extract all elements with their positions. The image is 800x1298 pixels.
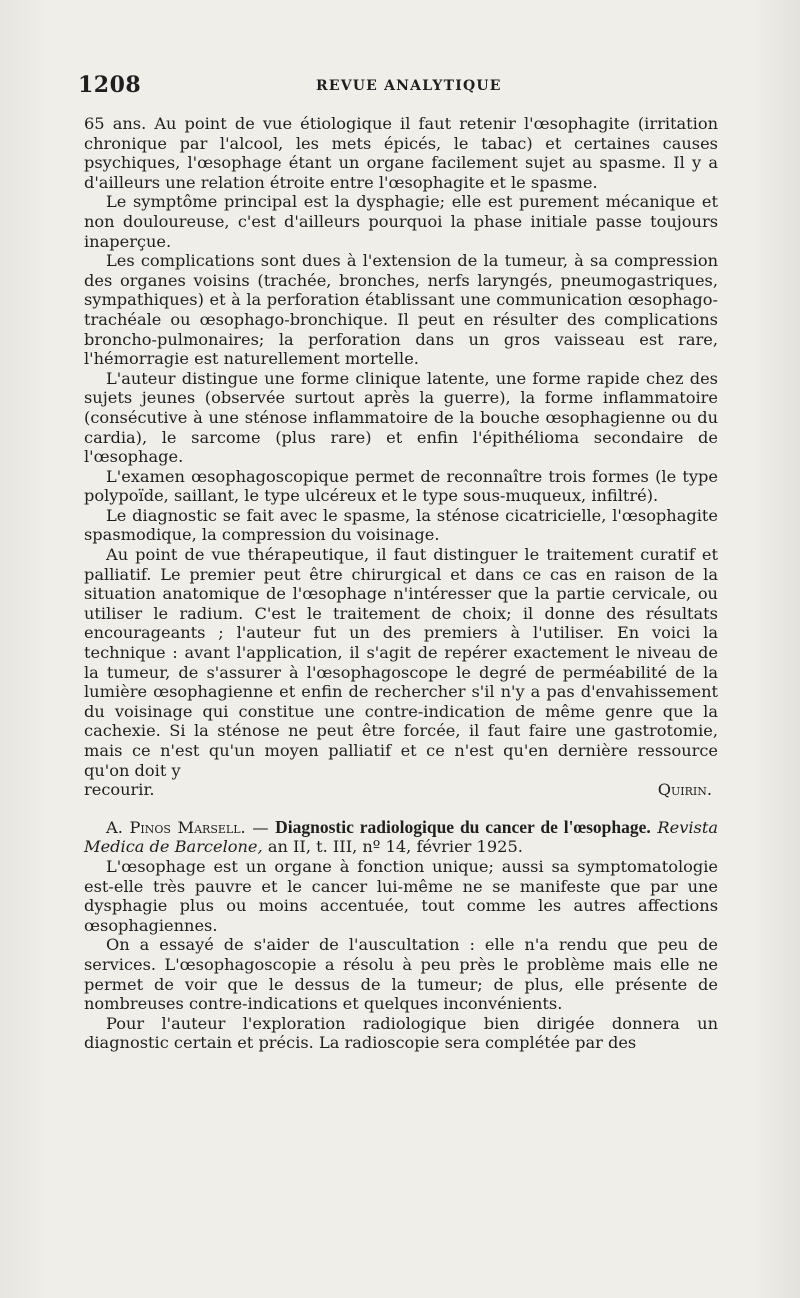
running-head: REVUE ANALYTIQUE — [316, 78, 502, 94]
citation: an II, t. III, nº 14, février 1925. — [267, 837, 523, 857]
review-heading — [84, 818, 718, 857]
paragraph: Les complications sont dues à l'extension de la tumeur, à sa compression des organes voisins (trachée, bronches, nerfs laryngés, pneumogastriques, sympathiques) et à la perforation établissant une communication œsophago-trachéale ou œsophago-bronchique. Il peut en résulter des complications broncho-pulmonaires; la perforation dans un gros vaisseau est rare, l'hémorragie est naturellement mortelle. — [84, 251, 718, 369]
author-initial: A. — [106, 817, 123, 837]
closing-text: recourir. — [84, 780, 155, 800]
closing-line — [84, 780, 718, 800]
paragraph: L'auteur distingue une forme clinique latente, une forme rapide chez des sujets jeunes (observée surtout après la guerre), la forme inflammatoire (consécutive à une sténose inflammatoire de la bouche œsophagienne ou du cardia), le sarcome (plus rare) et enfin l'épithélioma secondaire de l'œsophage. — [84, 368, 718, 467]
journal-name: Revista Medica de Barcelone, — [84, 817, 718, 857]
paragraph: 65 ans. Au point de vue étiologique il faut retenir l'œsophagite (irritation chronique par l'alcool, les mets épicés, le tabac) et certaines causes psychiques, l'œsophage étant un organe facilement sujet au spasme. Il y a d'ailleurs une relation étroite entre l'œsophagite et le spasme. — [84, 114, 718, 192]
paragraph: L'examen œsophagoscopique permet de reconnaître trois formes (le type polypoïde, saillant, le type ulcéreux et le type sous-muqueux, infiltré). — [84, 466, 718, 506]
article-title: Diagnostic radiologique du cancer de l'œsophage. — [275, 816, 651, 837]
paragraph: On a essayé de s'aider de l'auscultation : elle n'a rendu que peu de services. L'œsophagoscopie a résolu à peu près le problème mais elle ne permet de voir que le dessus de la tumeur; de plus, elle présente de nombreuses contre-indications et quelques inconvénients. — [84, 935, 718, 1014]
paragraph: Au point de vue thérapeutique, il faut distinguer le traitement curatif et palliatif. Le premier peut être chirurgical et dans ce cas en raison de la situation anatomique de l'œsophage n'intéresser que la partie cervicale, ou utiliser le radium. C'est le traitement de choix; il donne des résultats encourageants ; l'auteur fut un des premiers à l'utiliser. En voici la technique : avant l'application, il s'agit de repérer exactement le niveau de la tumeur, de s'assurer à l'œsophagoscope le degré de perméabilité de la lumière œsophagienne et enfin de rechercher s'il n'y a pas d'envahissement du voisinage qui constitue une contre-indication de même genre que la cachexie. Si la sténose ne peut être forcée, il faut faire une gastrotomie, mais ce n'est qu'un moyen palliatif et ce n'est qu'en dernière ressource qu'on doit y — [84, 545, 718, 780]
paragraph: L'œsophage est un organe à fonction unique; aussi sa symptomatologie est-elle très pauvre et le cancer lui-même ne se manifeste que par une dysphagie plus ou moins accentuée, tout comme les autres affections œsophagiennes. — [84, 856, 718, 935]
page-number: 1208 — [78, 72, 142, 98]
paragraph: Pour l'auteur l'exploration radiologique bien dirigée donnera un diagnostic certain et précis. La radioscopie sera complétée par des — [84, 1013, 718, 1053]
body-text — [84, 114, 718, 1053]
paragraph: Le diagnostic se fait avec le spasme, la sténose cicatricielle, l'œsophagite spasmodique, la compression du voisinage. — [84, 505, 718, 545]
heading-dash: — — [252, 817, 269, 837]
reviewer-signature: Quirin. — [657, 780, 712, 800]
page-header — [78, 72, 718, 98]
author-name: Pinos Marsell. — [129, 817, 246, 837]
paragraph: Le symptôme principal est la dysphagie; elle est purement mécanique et non douloureuse, c'est d'ailleurs pourquoi la phase initiale passe toujours inaperçue. — [84, 192, 718, 251]
